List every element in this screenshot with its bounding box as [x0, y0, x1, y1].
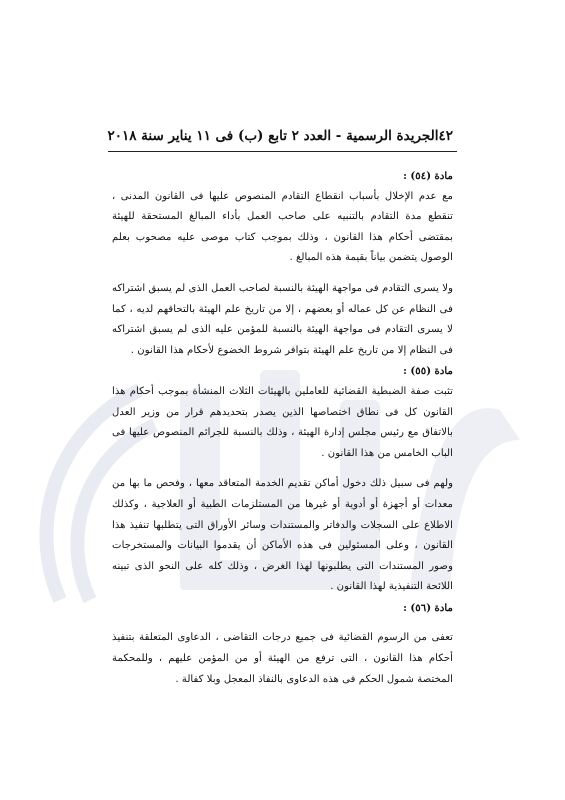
- article-55-paragraph-1: تثبت صفة الضبطية القضائية للعاملين بالهيئات الثلاث المنشأة بموجب أحكام هذا القانون كل فى نطاق اختصاصها الذين يصدر بتحديدهم قرار من وزير العدل بالاتفاق مع رئيس مجلس إدارة الهيئة ، وذلك بالنسبة للجرائم المنصوص عليها فى الباب الخامس من هذا القانون .: [112, 385, 453, 459]
- article-heading-54: مادة (٥٤) :: [403, 170, 453, 182]
- article-54-paragraph-1: مع عدم الإخلال بأسباب انقطاع التقادم المنصوص عليها فى القانون المدنى ، تنقطع مدة التقادم بالتنبيه على صاحب العمل بأداء المبالغ المستحقة للهيئة بمقتضى أحكام هذا القانون ، وذلك بموجب كتاب موصى عليه مصحوب بعلم الوصول يتضمن بياناً بقيمة هذه المبالغ .: [112, 190, 453, 264]
- page-number: ٤٢: [438, 128, 453, 144]
- gazette-title: الجريدة الرسمية - العدد ٢ تابع (ب) فى ١١ يناير سنة ٢٠١٨: [107, 128, 439, 144]
- article-56-paragraph-1: تعفى من الرسوم القضائية فى جميع درجات التقاضى ، الدعاوى المتعلقة بتنفيذ أحكام هذا القانون ، التى ترفع من الهيئة أو من المؤمن عليهم ، وللمحكمة المختصة شمول الحكم فى هذه الدعاوى بالنفاذ المعجل وبلا كفالة .: [112, 632, 453, 685]
- header-divider: [108, 151, 457, 152]
- article-heading-56: مادة (٥٦) :: [403, 601, 453, 614]
- article-54-paragraph-2: ولا يسرى التقادم فى مواجهة الهيئة بالنسبة لصاحب العمل الذى لم يسبق اشتراكه فى النظام عن كل عماله أو بعضهم ، إلا من تاريخ علم الهيئة بالتحاقهم لديه ، كما لا يسرى التقادم فى مواجهة الهيئة بالنسبة للمؤمن عليه الذى لم يسبق اشتراكه فى النظام إلا من تاريخ علم الهيئة بتوافر شروط الخضوع لأحكام هذا القانون .: [112, 282, 453, 356]
- page-header: [107, 128, 453, 144]
- document-body: [112, 166, 453, 690]
- article-55-paragraph-2: ولهم فى سبيل ذلك دخول أماكن تقديم الخدمة المتعاقد معها ، وفحص ما بها من معدات أو أجهزة أو أدوية أو غيرها من المستلزمات الطبية أو العلاجية ، وكذلك الاطلاع على السجلات والدفاتر والمستندات وسائر الأوراق التى يتطلبها تنفيذ هذا القانون ، وعلى المسئولين فى هذه الأماكن أن يقدموا البيانات والمستخرجات وصور المستندات التى يطلبونها لهذا الغرض ، وذلك كله على النحو الذى تبينه اللائحة التنفيذية لهذا القانون .: [112, 478, 453, 593]
- article-heading-55: مادة (٥٥) :: [403, 365, 453, 378]
